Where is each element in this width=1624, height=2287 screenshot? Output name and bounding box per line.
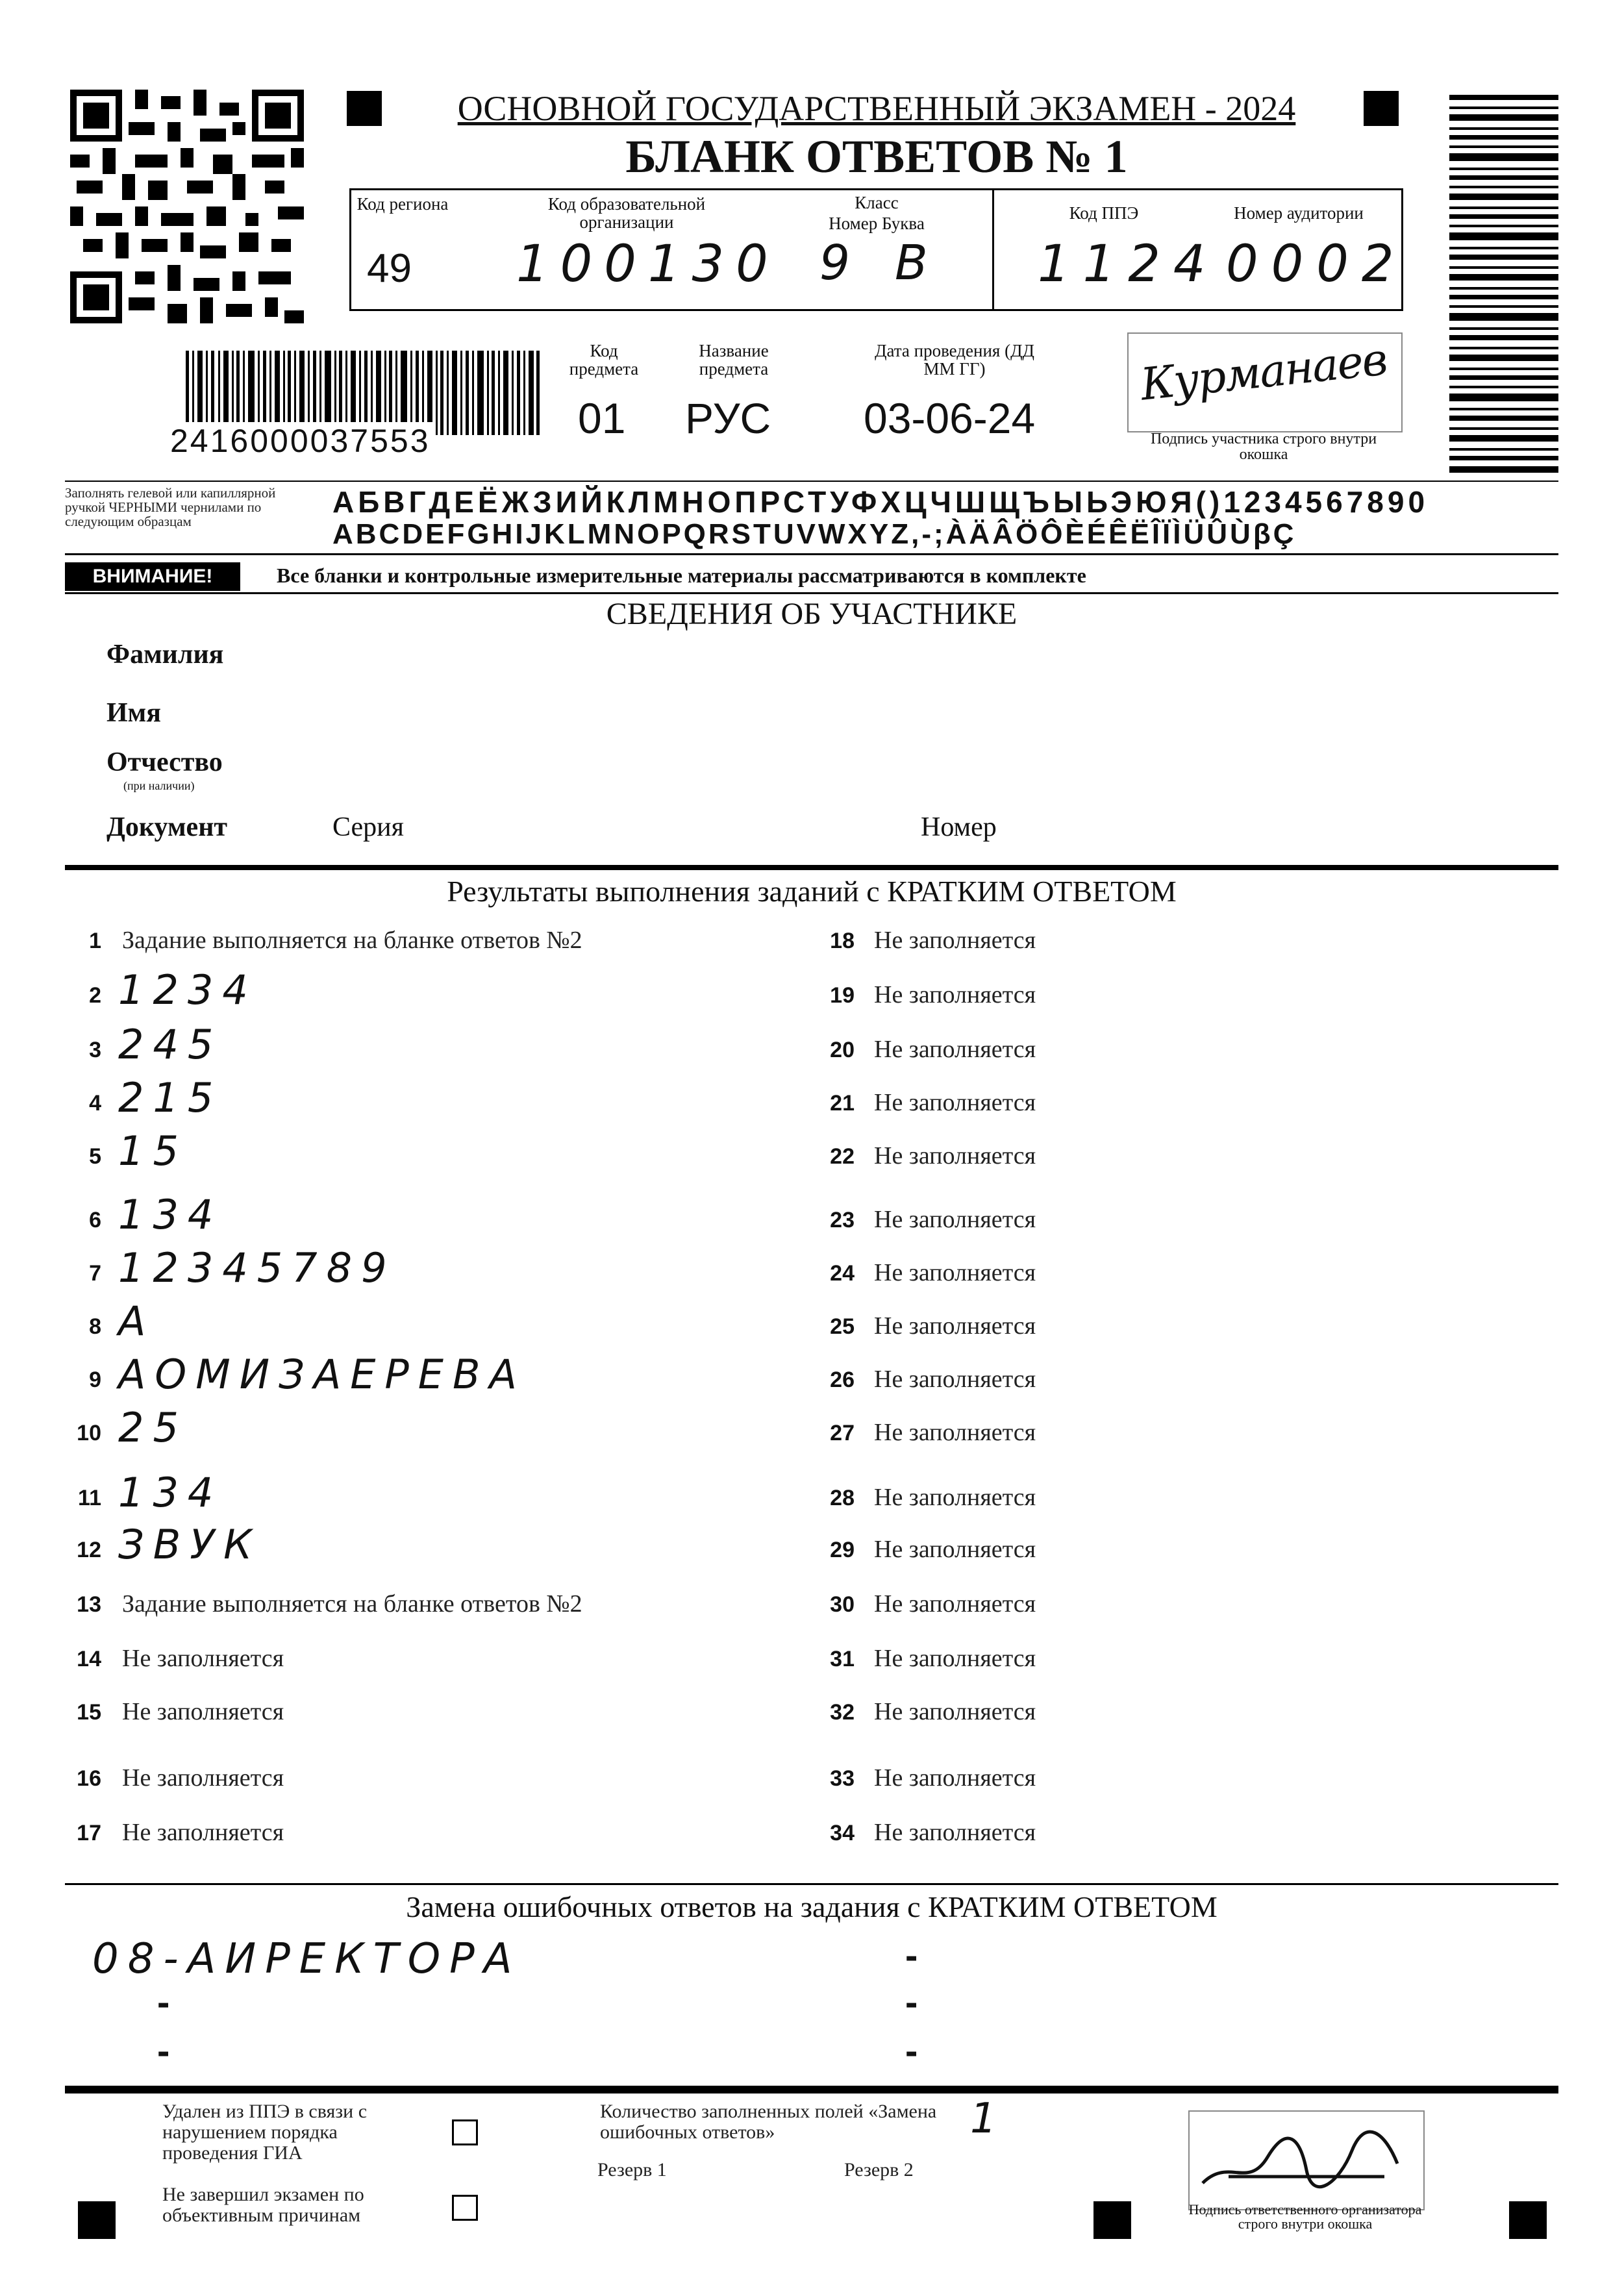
answer-status-text: Не заполняется xyxy=(122,1698,284,1725)
class-label: Класс xyxy=(855,193,899,212)
side-barcode xyxy=(1449,95,1558,473)
answer-number: 1 xyxy=(89,929,101,953)
exam-date-label: Дата проведения (ДД ММ ГГ) xyxy=(875,341,1034,379)
answer-number: 11 xyxy=(78,1486,101,1510)
answer-number: 19 xyxy=(830,983,855,1008)
org-label: Код образовательной организации xyxy=(547,194,706,232)
answer-status-text: Не заполняется xyxy=(874,1036,1036,1063)
replacement-dash-right-1[interactable]: - xyxy=(905,1934,918,1977)
replacement-entry-1[interactable]: 08-АИРЕКТОРА xyxy=(92,1935,521,1983)
answer-number: 6 xyxy=(89,1208,101,1232)
reserve-1: Резерв 1 xyxy=(597,2159,667,2181)
answer-number: 33 xyxy=(830,1766,855,1791)
class-sub-label: Номер Буква xyxy=(829,214,925,233)
answer-status-text: Задание выполняется на бланке ответов №2 xyxy=(122,1590,582,1618)
corner-marker-top-left xyxy=(347,91,382,126)
answer-status-text: Не заполняется xyxy=(874,927,1036,954)
exam-date: 03-06-24 xyxy=(864,394,1036,442)
answer-status-text: Не заполняется xyxy=(874,1312,1036,1340)
org-code: 100130 xyxy=(516,235,780,294)
sample-row-latin: ABCDEFGHIJKLMNOPQRSTUVWXYZ,-;ÀÄÂÖÔÈÉÊËÎÏÌÜÛÙβÇ xyxy=(332,518,1297,550)
corner-marker-top-right xyxy=(1364,91,1399,126)
attention-text: Все бланки и контрольные измерительные материалы рассматриваются в комплекте xyxy=(277,564,1086,587)
answers-heading: Результаты выполнения заданий с КРАТКИМ ОТВЕТОМ xyxy=(447,875,1177,908)
answer-number: 10 xyxy=(77,1421,101,1445)
ppe-code: 1124 xyxy=(1038,235,1219,294)
answer-status-text: Не заполняется xyxy=(874,1590,1036,1618)
answer-status-text: Не заполняется xyxy=(874,1764,1036,1792)
answer-number: 18 xyxy=(830,929,855,953)
answer-status-text: Не заполняется xyxy=(122,1645,284,1672)
participant-heading: СВЕДЕНИЯ ОБ УЧАСТНИКЕ xyxy=(606,597,1018,631)
answer-handwritten[interactable]: 25 xyxy=(118,1404,188,1451)
replacement-count[interactable]: 1 xyxy=(970,2095,997,2143)
answer-status-text: Не заполняется xyxy=(874,1645,1036,1672)
answer-status-text: Не заполняется xyxy=(874,1419,1036,1446)
answer-status-text: Не заполняется xyxy=(122,1764,284,1792)
class-number: 9 xyxy=(819,235,851,291)
answer-handwritten[interactable]: 134 xyxy=(118,1469,223,1516)
replacement-dash-right-3[interactable]: - xyxy=(905,2030,918,2072)
answer-status-text: Не заполняется xyxy=(874,1819,1036,1846)
answer-handwritten[interactable]: АОМИЗАЕРЕВА xyxy=(118,1351,526,1398)
participant-signature: Курманаев xyxy=(1138,334,1389,411)
answer-number: 17 xyxy=(77,1821,101,1845)
answer-handwritten[interactable]: 15 xyxy=(118,1127,188,1175)
answer-number: 5 xyxy=(89,1144,101,1169)
ppe-label: Код ППЭ xyxy=(1069,203,1139,223)
subject-code: 01 xyxy=(578,394,626,442)
not-finished-checkbox[interactable] xyxy=(452,2195,478,2221)
subject-name: РУС xyxy=(685,394,771,442)
participant-signature-box[interactable] xyxy=(1127,332,1403,432)
patronymic-note: (при наличии) xyxy=(123,779,195,792)
answer-status-text: Не заполняется xyxy=(874,1142,1036,1169)
answer-number: 15 xyxy=(77,1700,101,1725)
official-signature-label: Подпись ответственного организатора строго внутри окошка xyxy=(1188,2201,1422,2232)
official-signature-box[interactable] xyxy=(1188,2110,1425,2210)
answer-number: 27 xyxy=(830,1421,855,1445)
surname-label: Фамилия xyxy=(106,640,224,669)
answer-status-text: Не заполняется xyxy=(874,1206,1036,1233)
answer-status-text: Не заполняется xyxy=(874,981,1036,1008)
patronymic-label: Отчество xyxy=(106,747,223,777)
answer-number: 9 xyxy=(89,1368,101,1392)
answer-number: 29 xyxy=(830,1538,855,1562)
answer-handwritten[interactable]: ЗВУК xyxy=(118,1521,262,1568)
sample-row-cyrillic: АБВГДЕЁЖЗИЙКЛМНОПРСТУФХЦЧШЩЪЫЬЭЮЯ()1234567890 xyxy=(332,485,1429,519)
replacement-count-label: Количество заполненных полей «Замена ошибочных ответов» xyxy=(600,2101,937,2143)
barcode-number: 2416000037553 xyxy=(168,422,433,460)
answer-status-text: Задание выполняется на бланке ответов №2 xyxy=(122,927,582,954)
number-label: Номер xyxy=(921,812,997,842)
answer-number: 31 xyxy=(830,1647,855,1671)
answer-status-text: Не заполняется xyxy=(874,1536,1036,1563)
replacement-dash-right-2[interactable]: - xyxy=(905,1981,918,2023)
answer-number: 22 xyxy=(830,1144,855,1169)
corner-marker-bottom-center xyxy=(1093,2201,1131,2239)
answer-number: 16 xyxy=(77,1766,101,1791)
answer-status-text: Не заполняется xyxy=(874,1484,1036,1511)
answer-number: 13 xyxy=(77,1592,101,1617)
answer-number: 4 xyxy=(89,1091,101,1116)
answer-number: 26 xyxy=(830,1368,855,1392)
form-title: БЛАНК ОТВЕТОВ № 1 xyxy=(625,131,1128,182)
sample-instruction: Заполнять гелевой или капиллярной ручкой ЧЕРНЫМИ чернилами по следующим образцам xyxy=(65,485,276,529)
exam-title: ОСНОВНОЙ ГОСУДАРСТВЕННЫЙ ЭКЗАМЕН - 2024 xyxy=(457,89,1296,128)
answer-handwritten[interactable]: 12345789 xyxy=(118,1244,396,1292)
answer-number: 12 xyxy=(77,1538,101,1562)
corner-marker-bottom-right xyxy=(1509,2201,1547,2239)
document-label: Документ xyxy=(106,812,228,842)
answer-number: 28 xyxy=(830,1486,855,1510)
answer-status-text: Не заполняется xyxy=(874,1698,1036,1725)
answer-number: 2 xyxy=(89,983,101,1008)
name-label: Имя xyxy=(106,698,161,728)
not-finished-label: Не завершил экзамен по объективным причинам xyxy=(162,2184,364,2226)
subject-name-label: Название предмета xyxy=(699,341,769,379)
answer-number: 21 xyxy=(830,1091,855,1116)
answer-status-text: Не заполняется xyxy=(874,1366,1036,1393)
removed-label: Удален из ППЭ в связи с нарушением порядка проведения ГИА xyxy=(162,2101,368,2164)
subject-code-label: Код предмета xyxy=(569,341,639,379)
region-label: Код региона xyxy=(356,194,449,214)
removed-checkbox[interactable] xyxy=(452,2119,478,2145)
answer-number: 25 xyxy=(830,1314,855,1339)
answer-number: 20 xyxy=(830,1038,855,1062)
reserve-2: Резерв 2 xyxy=(844,2159,914,2181)
answer-handwritten[interactable]: 134 xyxy=(118,1191,223,1238)
answer-number: 30 xyxy=(830,1592,855,1617)
answer-handwritten[interactable]: А xyxy=(118,1297,155,1345)
answer-number: 34 xyxy=(830,1821,855,1845)
room-label: Номер аудитории xyxy=(1234,203,1364,223)
answer-handwritten[interactable]: 215 xyxy=(118,1074,223,1121)
signature-label: Подпись участника строго внутри окошка xyxy=(1150,431,1377,463)
series-label: Серия xyxy=(332,812,404,842)
answer-handwritten[interactable]: 245 xyxy=(118,1021,223,1068)
answer-status-text: Не заполняется xyxy=(874,1089,1036,1116)
answer-number: 23 xyxy=(830,1208,855,1232)
room-code: 0002 xyxy=(1226,235,1407,294)
qr-code xyxy=(70,90,304,323)
replacement-heading: Замена ошибочных ответов на задания с КРАТКИМ ОТВЕТОМ xyxy=(406,1890,1218,1923)
answer-status-text: Не заполняется xyxy=(874,1259,1036,1286)
class-letter: В xyxy=(895,235,928,291)
answer-number: 8 xyxy=(89,1314,101,1339)
replacement-dash-left-2[interactable]: - xyxy=(157,1981,170,2023)
answer-number: 7 xyxy=(89,1261,101,1286)
attention-badge: ВНИМАНИЕ! xyxy=(65,562,240,591)
region-code: 49 xyxy=(367,246,412,291)
answer-number: 3 xyxy=(89,1038,101,1062)
answer-number: 24 xyxy=(830,1261,855,1286)
answer-status-text: Не заполняется xyxy=(122,1819,284,1846)
replacement-dash-left-3[interactable]: - xyxy=(157,2030,170,2072)
answer-number: 14 xyxy=(77,1647,101,1671)
corner-marker-bottom-left xyxy=(78,2201,116,2239)
answer-handwritten[interactable]: 1234 xyxy=(118,966,257,1014)
answer-number: 32 xyxy=(830,1700,855,1725)
